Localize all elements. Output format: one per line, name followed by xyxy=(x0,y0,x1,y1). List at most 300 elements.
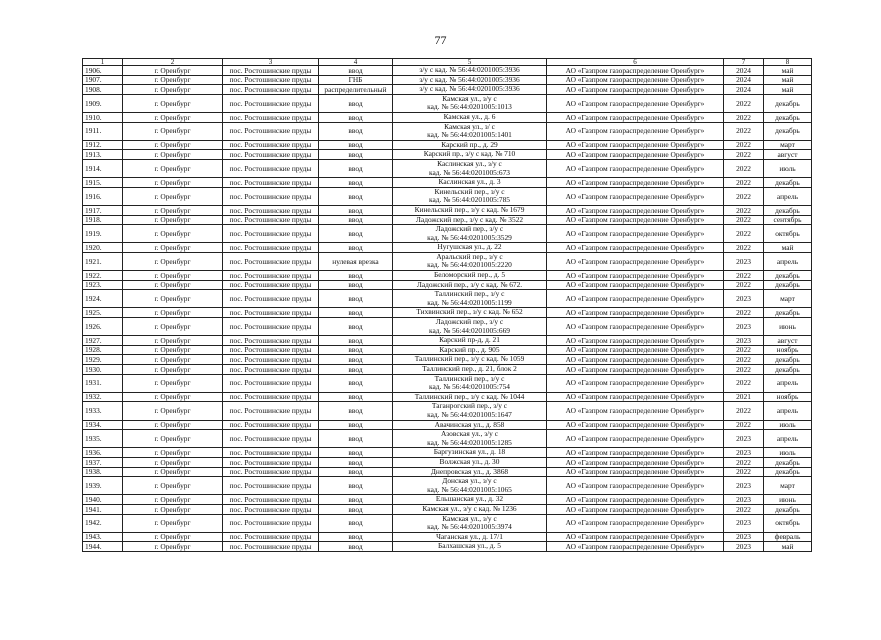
address-cell xyxy=(393,392,547,402)
address-cell xyxy=(393,308,547,318)
table-row xyxy=(83,365,812,375)
row-number-cell: 1929. xyxy=(83,355,123,365)
table-row xyxy=(83,85,812,95)
table-row xyxy=(83,290,812,308)
organization-cell: АО «Газпром газораспределение Оренбург» xyxy=(547,392,724,402)
organization-cell: АО «Газпром газораспределение Оренбург» xyxy=(547,402,724,420)
city-cell: г. Оренбург xyxy=(123,532,223,542)
city-cell: г. Оренбург xyxy=(123,178,223,188)
address-line: з/у с кад. № 56:44:0201005:3936 xyxy=(419,75,520,84)
address-line: Таллинский пер., з/у с xyxy=(434,374,505,383)
city-cell: г. Оренбург xyxy=(123,430,223,448)
address-cell xyxy=(393,336,547,346)
work-type-cell: ввод xyxy=(319,345,393,355)
address-line: Нугушская ул., д. 22 xyxy=(437,242,502,252)
work-type-cell: ввод xyxy=(319,122,393,140)
month-cell: июль xyxy=(764,159,812,177)
year-cell: 2023 xyxy=(724,495,764,505)
work-type-cell: ввод xyxy=(319,112,393,122)
organization-cell: АО «Газпром газораспределение Оренбург» xyxy=(547,187,724,205)
work-type-cell: ввод xyxy=(319,430,393,448)
work-type-cell: ввод xyxy=(319,374,393,392)
address-cell xyxy=(393,66,547,76)
table-row xyxy=(83,467,812,477)
address-line: з/у с кад. № 56:44:0201005:3936 xyxy=(419,65,520,74)
month-cell: декабрь xyxy=(764,365,812,375)
settlement-cell: пос. Ростошинские пруды xyxy=(223,355,319,365)
organization-cell: АО «Газпром газораспределение Оренбург» xyxy=(547,271,724,281)
organization-cell: АО «Газпром газораспределение Оренбург» xyxy=(547,66,724,76)
address-line: Карский пр., д. 29 xyxy=(441,140,498,149)
address-line: Ладожский пер., з/у с xyxy=(435,224,504,234)
year-cell: 2023 xyxy=(724,430,764,448)
table-row xyxy=(83,374,812,392)
address-line: Таллинский пер., з/у с кад. № 1044 xyxy=(414,392,525,401)
year-cell: 2022 xyxy=(724,504,764,514)
table-row xyxy=(83,178,812,188)
row-number-cell: 1930. xyxy=(83,365,123,375)
year-cell: 2022 xyxy=(724,355,764,365)
organization-cell: АО «Газпром газораспределение Оренбург» xyxy=(547,477,724,495)
address-cell xyxy=(393,430,547,448)
row-number-cell: 1944. xyxy=(83,542,123,552)
address-cell xyxy=(393,318,547,336)
work-type-cell: ввод xyxy=(319,392,393,402)
city-cell: г. Оренбург xyxy=(123,205,223,215)
row-number-cell: 1943. xyxy=(83,532,123,542)
table-row xyxy=(83,75,812,85)
city-cell: г. Оренбург xyxy=(123,457,223,467)
organization-cell: АО «Газпром газораспределение Оренбург» xyxy=(547,336,724,346)
table-row xyxy=(83,355,812,365)
organization-cell: АО «Газпром газораспределение Оренбург» xyxy=(547,374,724,392)
address-cell xyxy=(393,271,547,281)
month-cell: май xyxy=(764,542,812,552)
address-cell xyxy=(393,457,547,467)
work-type-cell: ввод xyxy=(319,448,393,458)
organization-cell: АО «Газпром газораспределение Оренбург» xyxy=(547,243,724,253)
settlement-cell: пос. Ростошинские пруды xyxy=(223,225,319,243)
city-cell: г. Оренбург xyxy=(123,514,223,532)
city-cell: г. Оренбург xyxy=(123,122,223,140)
settlement-cell: пос. Ростошинские пруды xyxy=(223,205,319,215)
city-cell: г. Оренбург xyxy=(123,215,223,225)
address-line: кад. № 56:44:0201005:669 xyxy=(428,325,510,335)
address-line: кад. № 56:44:0201005:3529 xyxy=(427,232,512,242)
address-line: Карский пр-д, д. 21 xyxy=(439,335,500,345)
year-cell: 2023 xyxy=(724,542,764,552)
row-number-cell: 1939. xyxy=(83,477,123,495)
table-row xyxy=(83,252,812,270)
column-header: 4 xyxy=(319,59,393,66)
work-type-cell: ввод xyxy=(319,280,393,290)
table-row xyxy=(83,420,812,430)
address-line: Ладожский пер., з/у с xyxy=(435,317,504,327)
work-type-cell: ввод xyxy=(319,225,393,243)
work-type-cell: ввод xyxy=(319,365,393,375)
table-body xyxy=(83,66,812,552)
table-header-row xyxy=(83,59,812,66)
settlement-cell: пос. Ростошинские пруды xyxy=(223,243,319,253)
city-cell: г. Оренбург xyxy=(123,252,223,270)
row-number-cell: 1908. xyxy=(83,85,123,95)
address-cell xyxy=(393,94,547,112)
settlement-cell: пос. Ростошинские пруды xyxy=(223,94,319,112)
city-cell: г. Оренбург xyxy=(123,402,223,420)
row-number-cell: 1912. xyxy=(83,140,123,150)
organization-cell: АО «Газпром газораспределение Оренбург» xyxy=(547,205,724,215)
year-cell: 2022 xyxy=(724,467,764,477)
work-type-cell: ввод xyxy=(319,308,393,318)
city-cell: г. Оренбург xyxy=(123,225,223,243)
table-row xyxy=(83,532,812,542)
settlement-cell: пос. Ростошинские пруды xyxy=(223,215,319,225)
work-type-cell: ввод xyxy=(319,504,393,514)
row-number-cell: 1932. xyxy=(83,392,123,402)
year-cell: 2022 xyxy=(724,112,764,122)
address-cell xyxy=(393,542,547,552)
year-cell: 2022 xyxy=(724,178,764,188)
month-cell: ноябрь xyxy=(764,392,812,402)
work-type-cell: ввод xyxy=(319,402,393,420)
city-cell: г. Оренбург xyxy=(123,448,223,458)
city-cell: г. Оренбург xyxy=(123,467,223,477)
month-cell: декабрь xyxy=(764,457,812,467)
table-row xyxy=(83,150,812,160)
month-cell: апрель xyxy=(764,187,812,205)
settlement-cell: пос. Ростошинские пруды xyxy=(223,112,319,122)
address-line: Кинельский пер., з/у с xyxy=(434,187,505,196)
table-row xyxy=(83,457,812,467)
settlement-cell: пос. Ростошинские пруды xyxy=(223,85,319,95)
year-cell: 2023 xyxy=(724,290,764,308)
organization-cell: АО «Газпром газораспределение Оренбург» xyxy=(547,495,724,505)
organization-cell: АО «Газпром газораспределение Оренбург» xyxy=(547,112,724,122)
month-cell: октябрь xyxy=(764,514,812,532)
month-cell: август xyxy=(764,150,812,160)
city-cell: г. Оренбург xyxy=(123,94,223,112)
row-number-cell: 1923. xyxy=(83,280,123,290)
month-cell: июнь xyxy=(764,495,812,505)
address-line: Камская ул., д. 6 xyxy=(443,112,496,121)
address-cell xyxy=(393,504,547,514)
table-row xyxy=(83,225,812,243)
organization-cell: АО «Газпром газораспределение Оренбург» xyxy=(547,514,724,532)
city-cell: г. Оренбург xyxy=(123,318,223,336)
city-cell: г. Оренбург xyxy=(123,75,223,85)
organization-cell: АО «Газпром газораспределение Оренбург» xyxy=(547,178,724,188)
year-cell: 2023 xyxy=(724,252,764,270)
address-line: Донская ул., з/у с xyxy=(442,476,497,486)
organization-cell: АО «Газпром газораспределение Оренбург» xyxy=(547,355,724,365)
work-type-cell: распределительный xyxy=(319,85,393,95)
address-cell xyxy=(393,532,547,542)
row-number-cell: 1917. xyxy=(83,205,123,215)
column-header: 2 xyxy=(123,59,223,66)
settlement-cell: пос. Ростошинские пруды xyxy=(223,420,319,430)
settlement-cell: пос. Ростошинские пруды xyxy=(223,448,319,458)
address-line: Авачинская ул., д. 858 xyxy=(434,420,505,429)
year-cell: 2023 xyxy=(724,336,764,346)
organization-cell: АО «Газпром газораспределение Оренбург» xyxy=(547,430,724,448)
settlement-cell: пос. Ростошинские пруды xyxy=(223,504,319,514)
work-type-cell: ввод xyxy=(319,271,393,281)
settlement-cell: пос. Ростошинские пруды xyxy=(223,150,319,160)
organization-cell: АО «Газпром газораспределение Оренбург» xyxy=(547,140,724,150)
settlement-cell: пос. Ростошинские пруды xyxy=(223,280,319,290)
year-cell: 2022 xyxy=(724,225,764,243)
year-cell: 2023 xyxy=(724,477,764,495)
settlement-cell: пос. Ростошинские пруды xyxy=(223,392,319,402)
row-number-cell: 1928. xyxy=(83,345,123,355)
month-cell: май xyxy=(764,66,812,76)
organization-cell: АО «Газпром газораспределение Оренбург» xyxy=(547,75,724,85)
work-type-cell: ввод xyxy=(319,94,393,112)
row-number-cell: 1935. xyxy=(83,430,123,448)
table-row xyxy=(83,122,812,140)
row-number-cell: 1919. xyxy=(83,225,123,243)
month-cell: декабрь xyxy=(764,280,812,290)
address-cell xyxy=(393,514,547,532)
month-cell: декабрь xyxy=(764,467,812,477)
address-cell xyxy=(393,290,547,308)
year-cell: 2022 xyxy=(724,140,764,150)
address-line: кад. № 56:44:0201005:1199 xyxy=(427,297,512,307)
organization-cell: АО «Газпром газораспределение Оренбург» xyxy=(547,94,724,112)
row-number-cell: 1918. xyxy=(83,215,123,225)
year-cell: 2022 xyxy=(724,122,764,140)
year-cell: 2021 xyxy=(724,392,764,402)
table-row xyxy=(83,336,812,346)
work-type-cell: ввод xyxy=(319,318,393,336)
address-line: Беломорский пер., д. 5 xyxy=(433,270,506,280)
address-cell xyxy=(393,252,547,270)
year-cell: 2022 xyxy=(724,150,764,160)
table-row xyxy=(83,159,812,177)
month-cell: февраль xyxy=(764,532,812,542)
address-line: Тихвинский пер., з/у с кад. № 652 xyxy=(416,307,523,317)
month-cell: апрель xyxy=(764,374,812,392)
address-cell xyxy=(393,420,547,430)
year-cell: 2022 xyxy=(724,271,764,281)
settlement-cell: пос. Ростошинские пруды xyxy=(223,178,319,188)
organization-cell: АО «Газпром газораспределение Оренбург» xyxy=(547,457,724,467)
month-cell: октябрь xyxy=(764,225,812,243)
work-type-cell: нулевая врезка xyxy=(319,252,393,270)
city-cell: г. Оренбург xyxy=(123,66,223,76)
month-cell: сентябрь xyxy=(764,215,812,225)
city-cell: г. Оренбург xyxy=(123,365,223,375)
settlement-cell: пос. Ростошинские пруды xyxy=(223,477,319,495)
city-cell: г. Оренбург xyxy=(123,243,223,253)
row-number-cell: 1941. xyxy=(83,504,123,514)
work-type-cell: ввод xyxy=(319,159,393,177)
address-cell xyxy=(393,150,547,160)
address-line: Камская ул., з/ с xyxy=(444,122,495,131)
row-number-cell: 1940. xyxy=(83,495,123,505)
month-cell: декабрь xyxy=(764,271,812,281)
row-number-cell: 1926. xyxy=(83,318,123,336)
year-cell: 2024 xyxy=(724,75,764,85)
address-cell xyxy=(393,495,547,505)
work-type-cell: ввод xyxy=(319,477,393,495)
city-cell: г. Оренбург xyxy=(123,355,223,365)
year-cell: 2022 xyxy=(724,457,764,467)
settlement-cell: пос. Ростошинские пруды xyxy=(223,514,319,532)
organization-cell: АО «Газпром газораспределение Оренбург» xyxy=(547,252,724,270)
address-cell xyxy=(393,122,547,140)
month-cell: ноябрь xyxy=(764,345,812,355)
table-row xyxy=(83,308,812,318)
city-cell: г. Оренбург xyxy=(123,504,223,514)
address-line: Чаганская ул., д. 17/1 xyxy=(436,532,503,541)
city-cell: г. Оренбург xyxy=(123,542,223,552)
address-line: кад. № 56:44:0201005:785 xyxy=(428,195,510,205)
month-cell: декабрь xyxy=(764,178,812,188)
city-cell: г. Оренбург xyxy=(123,495,223,505)
address-line: Баргузинская ул., д. 18 xyxy=(433,447,506,457)
address-cell xyxy=(393,215,547,225)
address-line: кад. № 56:44:0201005:673 xyxy=(428,167,510,177)
table-row xyxy=(83,140,812,150)
work-type-cell: ввод xyxy=(319,355,393,365)
table-row xyxy=(83,514,812,532)
settlement-cell: пос. Ростошинские пруды xyxy=(223,345,319,355)
year-cell: 2022 xyxy=(724,402,764,420)
row-number-cell: 1922. xyxy=(83,271,123,281)
address-line: кад. № 56:44:0201005:1013 xyxy=(427,102,512,112)
settlement-cell: пос. Ростошинские пруды xyxy=(223,187,319,205)
month-cell: апрель xyxy=(764,402,812,420)
year-cell: 2022 xyxy=(724,94,764,112)
month-cell: март xyxy=(764,477,812,495)
table-row xyxy=(83,280,812,290)
table-row xyxy=(83,495,812,505)
year-cell: 2022 xyxy=(724,345,764,355)
month-cell: декабрь xyxy=(764,355,812,365)
address-cell xyxy=(393,402,547,420)
table-row xyxy=(83,504,812,514)
organization-cell: АО «Газпром газораспределение Оренбург» xyxy=(547,308,724,318)
address-cell xyxy=(393,140,547,150)
organization-cell: АО «Газпром газораспределение Оренбург» xyxy=(547,85,724,95)
settlement-cell: пос. Ростошинские пруды xyxy=(223,457,319,467)
month-cell: апрель xyxy=(764,252,812,270)
address-cell xyxy=(393,365,547,375)
settlement-cell: пос. Ростошинские пруды xyxy=(223,290,319,308)
row-number-cell: 1933. xyxy=(83,402,123,420)
column-header: 1 xyxy=(83,59,123,66)
column-header: 5 xyxy=(393,59,547,66)
address-line: Карский пр., з/у с кад. № 710 xyxy=(423,149,516,159)
address-cell xyxy=(393,205,547,215)
settlement-cell: пос. Ростошинские пруды xyxy=(223,140,319,150)
address-cell xyxy=(393,345,547,355)
row-number-cell: 1916. xyxy=(83,187,123,205)
organization-cell: АО «Газпром газораспределение Оренбург» xyxy=(547,290,724,308)
work-type-cell: ввод xyxy=(319,290,393,308)
work-type-cell: ввод xyxy=(319,150,393,160)
organization-cell: АО «Газпром газораспределение Оренбург» xyxy=(547,420,724,430)
city-cell: г. Оренбург xyxy=(123,308,223,318)
year-cell: 2023 xyxy=(724,448,764,458)
address-line: Таллинский пер., д. 21, блок 2 xyxy=(422,364,517,373)
column-header: 3 xyxy=(223,59,319,66)
settlement-cell: пос. Ростошинские пруды xyxy=(223,75,319,85)
row-number-cell: 1913. xyxy=(83,150,123,160)
settlement-cell: пос. Ростошинские пруды xyxy=(223,271,319,281)
address-line: Ладожский пер., з/у с кад. № 3522 xyxy=(415,215,524,224)
column-header: 6 xyxy=(547,59,724,66)
address-cell xyxy=(393,225,547,243)
settlement-cell: пос. Ростошинские пруды xyxy=(223,318,319,336)
city-cell: г. Оренбург xyxy=(123,85,223,95)
address-line: Балхашская ул., д. 5 xyxy=(438,541,501,551)
organization-cell: АО «Газпром газораспределение Оренбург» xyxy=(547,150,724,160)
row-number-cell: 1934. xyxy=(83,420,123,430)
month-cell: март xyxy=(764,140,812,150)
city-cell: г. Оренбург xyxy=(123,112,223,122)
table-row xyxy=(83,215,812,225)
organization-cell: АО «Газпром газораспределение Оренбург» xyxy=(547,467,724,477)
row-number-cell: 1909. xyxy=(83,94,123,112)
address-cell xyxy=(393,75,547,85)
settlement-cell: пос. Ростошинские пруды xyxy=(223,252,319,270)
work-type-cell: ввод xyxy=(319,420,393,430)
settlement-cell: пос. Ростошинские пруды xyxy=(223,66,319,76)
year-cell: 2022 xyxy=(724,280,764,290)
month-cell: май xyxy=(764,243,812,253)
city-cell: г. Оренбург xyxy=(123,280,223,290)
column-header: 8 xyxy=(764,59,812,66)
address-line: Каслинская ул., з/у с xyxy=(437,159,502,168)
address-cell xyxy=(393,159,547,177)
year-cell: 2022 xyxy=(724,308,764,318)
work-type-cell: ввод xyxy=(319,205,393,215)
gasification-table xyxy=(82,58,812,552)
address-cell xyxy=(393,187,547,205)
year-cell: 2023 xyxy=(724,532,764,542)
address-line: Кинельский пер., з/у с кад. № 1679 xyxy=(414,205,525,214)
settlement-cell: пос. Ростошинские пруды xyxy=(223,308,319,318)
address-line: Камская ул., з/у с xyxy=(442,514,497,523)
month-cell: декабрь xyxy=(764,308,812,318)
year-cell: 2022 xyxy=(724,205,764,215)
row-number-cell: 1910. xyxy=(83,112,123,122)
work-type-cell: ввод xyxy=(319,243,393,253)
table-row xyxy=(83,112,812,122)
address-line: кад. № 56:44:0201005:754 xyxy=(428,382,510,392)
address-cell xyxy=(393,477,547,495)
row-number-cell: 1924. xyxy=(83,290,123,308)
address-line: кад. № 56:44:0201005:1647 xyxy=(427,409,512,419)
year-cell: 2022 xyxy=(724,159,764,177)
row-number-cell: 1921. xyxy=(83,252,123,270)
address-cell xyxy=(393,467,547,477)
organization-cell: АО «Газпром газораспределение Оренбург» xyxy=(547,365,724,375)
month-cell: август xyxy=(764,336,812,346)
address-cell xyxy=(393,243,547,253)
year-cell: 2022 xyxy=(724,365,764,375)
address-line: Карский пр., д. 905 xyxy=(439,345,500,354)
address-cell xyxy=(393,112,547,122)
address-line: Таганрогский пер., з/у с xyxy=(431,401,508,411)
month-cell: июль xyxy=(764,420,812,430)
city-cell: г. Оренбург xyxy=(123,271,223,281)
address-line: Ладожский пер., з/у с кад. № 672. xyxy=(416,280,523,289)
address-line: Волжская ул., д. 30 xyxy=(439,457,500,466)
settlement-cell: пос. Ростошинские пруды xyxy=(223,430,319,448)
